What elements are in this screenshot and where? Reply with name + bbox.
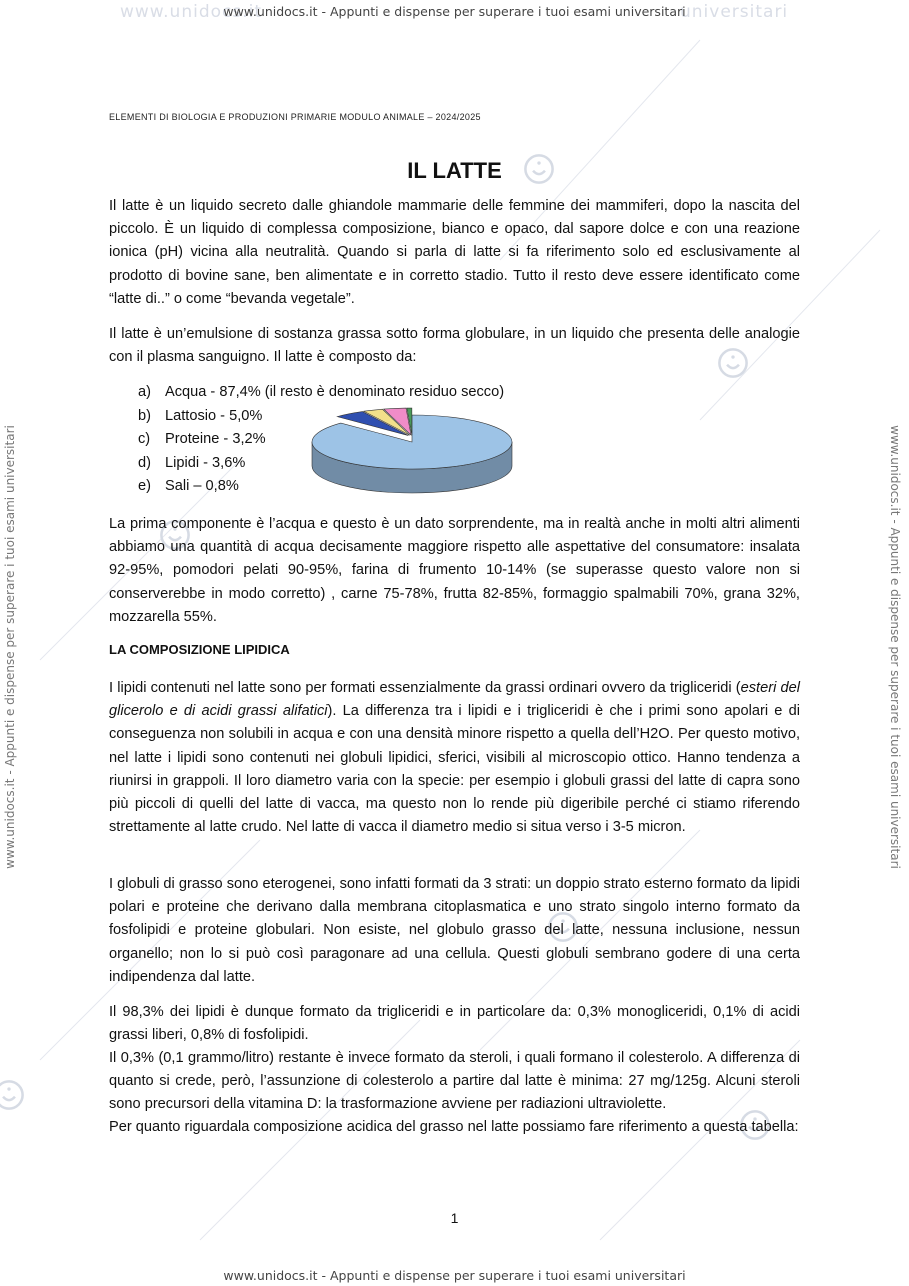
document-header: ELEMENTI DI BIOLOGIA E PRODUZIONI PRIMARIE MODULO ANIMALE – 2024/2025 xyxy=(109,112,481,122)
list-item-text: Lipidi - 3,6% xyxy=(165,454,246,471)
watermark-faint-right: universitari xyxy=(680,2,789,22)
paragraph-lipids xyxy=(109,677,800,839)
paragraph-intro: Il latte è un liquido secreto dalle ghiandole mammarie delle femmine dei mammiferi, dopo la nascita del piccolo. È un liquido di complessa composizione, bianco e opaco, dal sapore dolce e con una reazione ionica (pH) vicina alla neutralità. Quando si parla di latte si fa riferimento solo ed esclusivamente al prodotto di bovine sane, ben alimentate e in corretto stadio. Tutto il resto deve essere identificato come “latte di..” o come “bevanda vegetale”. xyxy=(109,198,800,307)
paragraph-emulsion: Il latte è un’emulsione di sostanza grassa sotto forma globulare, in un liquido che presenta delle analogie con il plasma sanguigno. Il latte è composto da: xyxy=(109,326,800,366)
paragraph-lipids-italic: esteri del glicerolo e di acidi grassi alifatici xyxy=(109,680,801,720)
watermark-top: www.unidocs.it - Appunti e dispense per superare i tuoi esami universitari xyxy=(223,4,686,19)
page-title: IL LATTE xyxy=(407,158,502,183)
paragraph-globules: I globuli di grasso sono eterogenei, sono infatti formati da 3 strati: un doppio strato esterno formato da lipidi polari e proteine che derivano dalla membrana citoplasmatica e uno strato singolo interno formato da fosfolipidi e proteine globulari. Non esiste, nel globulo grasso del latte, nessuna inclusione, nessun organello; non lo si può così paragonare ad una cellula. Questi globuli sembrano godere di una certa indipendenza dal latte. xyxy=(109,876,800,985)
paragraph-sterols: Il 0,3% (0,1 grammo/litro) restante è invece formato da steroli, i quali formano il colesterolo. A differenza di quanto si crede, però, l’assunzione di colesterolo a partire dal latte è minima: 27 mg/125g. Alcuni steroli sono precursori della vitamina D: la trasformazione avviene per radiazioni ultraviolette. xyxy=(109,1050,800,1113)
paragraph-triglycerides: Il 98,3% dei lipidi è dunque formato da trigliceridi e in particolare da: 0,3% monogliceridi, 0,1% di acidi grassi liberi, 0,8% di fosfolipidi. xyxy=(109,1004,800,1044)
list-item-letter: e) xyxy=(138,478,151,495)
list-item-letter: b) xyxy=(138,407,151,424)
list-item-letter: c) xyxy=(138,431,151,448)
section-heading-lipid: LA COMPOSIZIONE LIPIDICA xyxy=(109,642,290,657)
paragraph-lipids-text-a: I lipidi contenuti nel latte sono per formati essenzialmente da grassi ordinari ovvero da trigliceridi ( xyxy=(109,680,741,696)
page-number: 1 xyxy=(450,1210,459,1226)
watermark-side-left: www.unidocs.it - Appunti e dispense per superare i tuoi esami universitari xyxy=(3,425,17,869)
list-item-text: Proteine - 3,2% xyxy=(165,431,266,448)
paragraph-water: La prima componente è l’acqua e questo è un dato sorprendente, ma in realtà anche in molti altri alimenti abbiamo una quantità di acqua decisamente maggiore rispetto alle aspettative del consumatore: insalata 92-95%, pomodori pelati 90-95%, farina di frumento 10-14% (se superasse questo valore non si conserverebbe in modo corretto) , carne 75-78%, frutta 82-85%, formaggio spalmabili 70%, grana 32%, mozzarella 55%. xyxy=(109,516,800,625)
watermark-faint-left: www.unidocs.it xyxy=(120,2,263,22)
paragraph-lipids-text-b: ). La differenza tra i lipidi e i trigliceridi è che i primi sono apolari e di conseguenza non solubili in acqua e con una densità minore rispetto a quella dell’H2O. Per questo motivo, nel latte i lipidi sono contenuti nei globuli lipidici, sferici, visibili al microscopio ottico. Hanno tendenza a riunirsi in grappoli. Il loro diametro varia con la specie: per esempio i globuli grassi del latte di capra sono più piccoli di quelli del latte di vacca, ma questo non lo rende più digeribile perché ci stiamo riferendo strettamente al latte crudo. Nel latte di vacca il diametro medio si situa verso i 3-5 micron. xyxy=(109,703,801,836)
list-item-letter: d) xyxy=(138,454,151,471)
list-item-text: Acqua - 87,4% (il resto è denominato residuo secco) xyxy=(165,384,505,400)
watermark-bottom: www.unidocs.it - Appunti e dispense per superare i tuoi esami universitari xyxy=(223,1268,686,1283)
list-item-text: Lattosio - 5,0% xyxy=(165,407,263,424)
list-item-text: Sali – 0,8% xyxy=(165,478,239,495)
paragraph-acid-composition: Per quanto riguardala composizione acidica del grasso nel latte possiamo fare riferimento a questa tabella: xyxy=(109,1119,799,1135)
watermark-side-right: www.unidocs.it - Appunti e dispense per superare i tuoi esami universitari xyxy=(888,425,902,869)
unidocs-logo-icon xyxy=(0,1078,26,1112)
milk-composition-pie-chart xyxy=(300,400,520,510)
list-item-letter: a) xyxy=(138,384,151,400)
